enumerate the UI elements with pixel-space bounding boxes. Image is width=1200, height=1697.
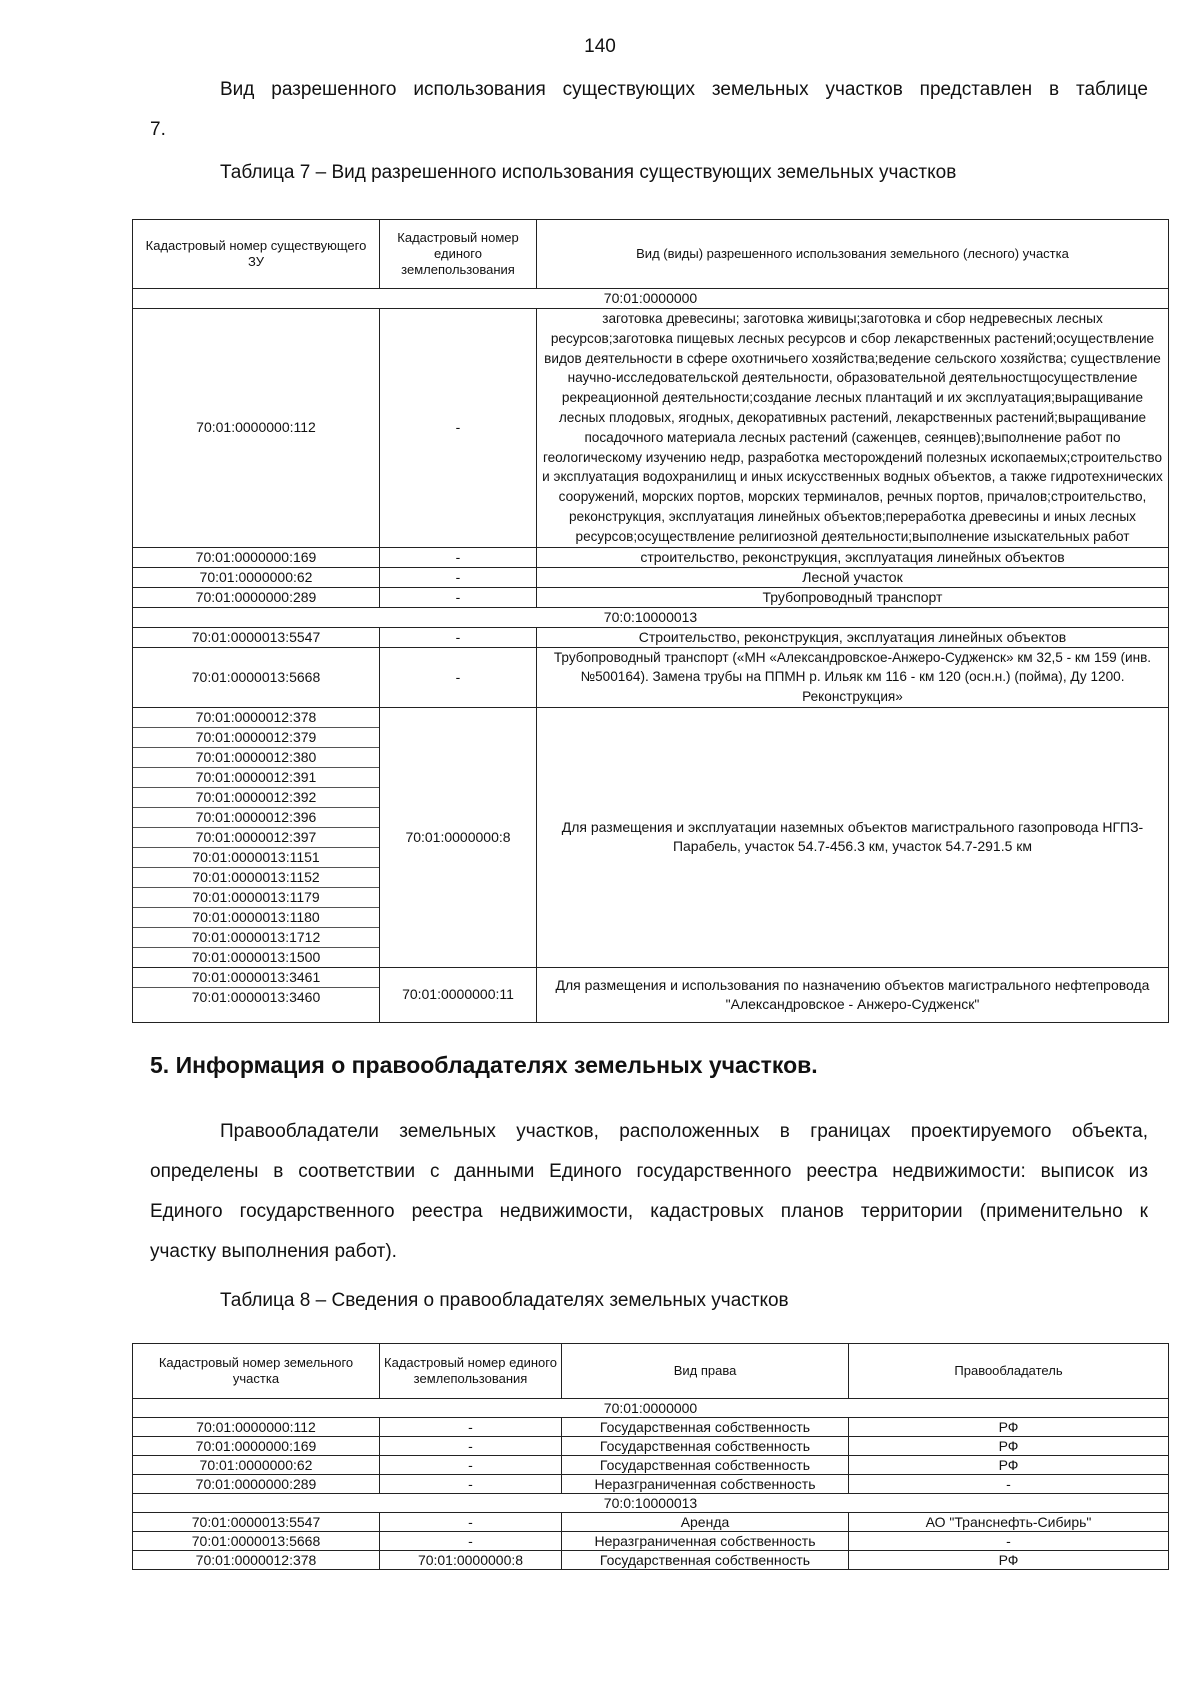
table-row bbox=[133, 1532, 1169, 1551]
right-cell: Неразграниченная собственность bbox=[562, 1532, 849, 1551]
cadastral-cell: 70:01:0000000:112 bbox=[133, 1418, 380, 1437]
right-cell: Государственная собственность bbox=[562, 1437, 849, 1456]
unified-cell: - bbox=[380, 567, 537, 587]
use-cell: Для размещения и эксплуатации наземных объектов магистрального газопровода НГПЗ-Парабель, участок 54.7-456.3 км, участок 54.7-291.5 км bbox=[537, 707, 1169, 967]
use-cell: Трубопроводный транспорт bbox=[537, 587, 1169, 607]
table-row bbox=[133, 309, 1169, 548]
cadastral-stack-item: 70:01:0000013:1500 bbox=[191, 948, 321, 965]
unified-cell: 70:01:0000000:8 bbox=[380, 707, 537, 967]
table-row bbox=[133, 1475, 1169, 1494]
use-cell: Строительство, реконструкция, эксплуатация линейных объектов bbox=[537, 627, 1169, 647]
cadastral-stack-item: 70:01:0000012:378 bbox=[133, 708, 379, 728]
intro-line-2: 7. bbox=[150, 119, 166, 140]
cadastral-stack-item: 70:01:0000012:397 bbox=[133, 828, 379, 848]
table8-group-row: 70:0:10000013 bbox=[133, 1494, 1169, 1513]
owner-cell: АО "Транснефть-Сибирь" bbox=[849, 1513, 1169, 1532]
unified-cell: - bbox=[380, 587, 537, 607]
cadastral-stack-item: 70:01:0000013:3460 bbox=[191, 988, 321, 1005]
table8-header-right: Вид права bbox=[562, 1344, 849, 1399]
cadastral-stack bbox=[133, 707, 380, 967]
cadastral-cell: 70:01:0000013:5547 bbox=[133, 1513, 380, 1532]
table-7 bbox=[132, 219, 1169, 1023]
table8-header-unified: Кадастровый номер единого землепользования bbox=[380, 1344, 562, 1399]
cadastral-stack-item: 70:01:0000012:379 bbox=[133, 728, 379, 748]
unified-cell: 70:01:0000000:8 bbox=[380, 1551, 562, 1570]
cadastral-cell: 70:01:0000000:169 bbox=[133, 547, 380, 567]
use-cell: заготовка древесины; заготовка живицы;заготовка и сбор недревесных лесных ресурсов;заготовка пищевых лесных ресурсов и сбор лекарственных растений;осуществление видов деятельности в сфере охотничьего хозяйства;ведение сельского хозяйства; существление научно-исследовательской деятельности, образовательной деятельностщосуществление рекреационной деятельности;создание лесных плантаций и их эксплуатация;выращивание лесных плодовых, ягодных, декоративных растений, лекарственных растений;выращивание посадочного материала лесных растений (саженцев, сеянцев);выполнение работ по геологическому изучению недр, разработка месторождений полезных ископаемых;строительство и эксплуатация водохранилищ и иных искусственных водных объектов, а также гидротехнических сооружений, морских портов, морских терминалов, речных портов, причалов;строительство, реконструкция, эксплуатация линейных объектов;переработка древесины и иных лесных ресурсов;осуществление религиозной деятельности;выполнение изыскательных работ bbox=[537, 309, 1169, 548]
cadastral-cell: 70:01:0000012:378 bbox=[133, 1551, 380, 1570]
intro-paragraph bbox=[150, 70, 1148, 150]
cadastral-stack-item: 70:01:0000013:1712 bbox=[133, 928, 379, 948]
right-cell: Неразграниченная собственность bbox=[562, 1475, 849, 1494]
owner-cell: РФ bbox=[849, 1437, 1169, 1456]
para-line: Единого государственного реестра недвижимости, кадастровых планов территории (применительно к bbox=[150, 1201, 1148, 1222]
table8-header-owner: Правообладатель bbox=[849, 1344, 1169, 1399]
intro-text: Вид разрешенного использования существующих земельных участков представлен в таблице bbox=[220, 79, 1148, 100]
right-cell: Государственная собственность bbox=[562, 1418, 849, 1437]
table-row bbox=[133, 567, 1169, 587]
unified-cell: - bbox=[380, 1532, 562, 1551]
unified-cell: - bbox=[380, 1437, 562, 1456]
table7-caption: Таблица 7 – Вид разрешенного использования существующих земельных участков bbox=[220, 162, 957, 183]
cadastral-stack-item: 70:01:0000013:1151 bbox=[133, 848, 379, 868]
owner-cell: РФ bbox=[849, 1456, 1169, 1475]
table-row bbox=[133, 547, 1169, 567]
table7-group-row: 70:01:0000000 bbox=[133, 289, 1169, 309]
cadastral-stack-item: 70:01:0000013:1152 bbox=[133, 868, 379, 888]
owner-cell: - bbox=[849, 1532, 1169, 1551]
use-cell: строительство, реконструкция, эксплуатация линейных объектов bbox=[537, 547, 1169, 567]
unified-cell: - bbox=[380, 1418, 562, 1437]
table-row bbox=[133, 1418, 1169, 1437]
use-cell: Лесной участок bbox=[537, 567, 1169, 587]
table-row bbox=[133, 1551, 1169, 1570]
cadastral-stack-item: 70:01:0000012:380 bbox=[133, 748, 379, 768]
section-5-heading: 5. Информация о правообладателях земельных участков. bbox=[150, 1052, 818, 1078]
cadastral-cell: 70:01:0000013:5547 bbox=[133, 627, 380, 647]
cadastral-cell: 70:01:0000013:5668 bbox=[133, 647, 380, 707]
unified-cell: 70:01:0000000:11 bbox=[380, 967, 537, 1022]
cadastral-stack-item: 70:01:0000013:1180 bbox=[133, 908, 379, 928]
unified-cell: - bbox=[380, 547, 537, 567]
table8-header-cadastral: Кадастровый номер земельного участка bbox=[133, 1344, 380, 1399]
table7-header-use: Вид (виды) разрешенного использования земельного (лесного) участка bbox=[537, 220, 1169, 289]
cadastral-cell: 70:01:0000000:112 bbox=[133, 309, 380, 548]
table-row bbox=[133, 647, 1169, 707]
owner-cell: - bbox=[849, 1475, 1169, 1494]
cadastral-cell: 70:01:0000000:62 bbox=[133, 567, 380, 587]
unified-cell: - bbox=[380, 1513, 562, 1532]
cadastral-cell: 70:01:0000000:62 bbox=[133, 1456, 380, 1475]
owner-cell: РФ bbox=[849, 1418, 1169, 1437]
table-row bbox=[133, 587, 1169, 607]
cadastral-cell: 70:01:0000000:169 bbox=[133, 1437, 380, 1456]
table7-group-row: 70:0:10000013 bbox=[133, 607, 1169, 627]
table7-header-unified: Кадастровый номер единого землепользования bbox=[380, 220, 537, 289]
use-cell: Трубопроводный транспорт («МН «Александровское-Анжеро-Судженск» км 32,5 - км 159 (инв. №500164). Замена трубы на ППМН р. Ильяк км 116 - км 120 (осн.н.) (пойма), Ду 1200. Реконструкция» bbox=[537, 647, 1169, 707]
para-line: Правообладатели земельных участков, расположенных в границах проектируемого объекта, bbox=[220, 1121, 1148, 1142]
cadastral-stack-item: 70:01:0000012:392 bbox=[133, 788, 379, 808]
table-row bbox=[133, 627, 1169, 647]
right-cell: Государственная собственность bbox=[562, 1456, 849, 1475]
use-cell: Для размещения и использования по назначению объектов магистрального нефтепровода "Александровское - Анжеро-Судженск" bbox=[537, 967, 1169, 1022]
cadastral-stack-item: 70:01:0000012:391 bbox=[133, 768, 379, 788]
owner-cell: РФ bbox=[849, 1551, 1169, 1570]
cadastral-cell: 70:01:0000000:289 bbox=[133, 587, 380, 607]
table-row bbox=[133, 1437, 1169, 1456]
table-row-block-8 bbox=[133, 707, 1169, 967]
table-8 bbox=[132, 1343, 1169, 1570]
para-line: участку выполнения работ). bbox=[150, 1241, 397, 1262]
section-5-paragraph bbox=[150, 1112, 1148, 1272]
table8-group-row: 70:01:0000000 bbox=[133, 1399, 1169, 1418]
cadastral-stack bbox=[133, 967, 380, 1022]
table-row bbox=[133, 1456, 1169, 1475]
cadastral-stack-item: 70:01:0000013:1179 bbox=[133, 888, 379, 908]
right-cell: Государственная собственность bbox=[562, 1551, 849, 1570]
cadastral-cell: 70:01:0000013:5668 bbox=[133, 1532, 380, 1551]
unified-cell: - bbox=[380, 1456, 562, 1475]
table8-caption: Таблица 8 – Сведения о правообладателях земельных участков bbox=[220, 1290, 789, 1311]
unified-cell: - bbox=[380, 647, 537, 707]
para-line: определены в соответствии с данными Единого государственного реестра недвижимости: выписок из bbox=[150, 1161, 1148, 1182]
cadastral-stack-item: 70:01:0000013:3461 bbox=[133, 968, 379, 988]
table-row bbox=[133, 1513, 1169, 1532]
intro-line-1 bbox=[150, 70, 1148, 110]
unified-cell: - bbox=[380, 627, 537, 647]
table-row-block-11 bbox=[133, 967, 1169, 1022]
right-cell: Аренда bbox=[562, 1513, 849, 1532]
cadastral-stack-item: 70:01:0000012:396 bbox=[133, 808, 379, 828]
cadastral-cell: 70:01:0000000:289 bbox=[133, 1475, 380, 1494]
table7-header-cadastral: Кадастровый номер существующего ЗУ bbox=[133, 220, 380, 289]
unified-cell: - bbox=[380, 1475, 562, 1494]
unified-cell: - bbox=[380, 309, 537, 548]
page-number: 140 bbox=[584, 36, 616, 57]
